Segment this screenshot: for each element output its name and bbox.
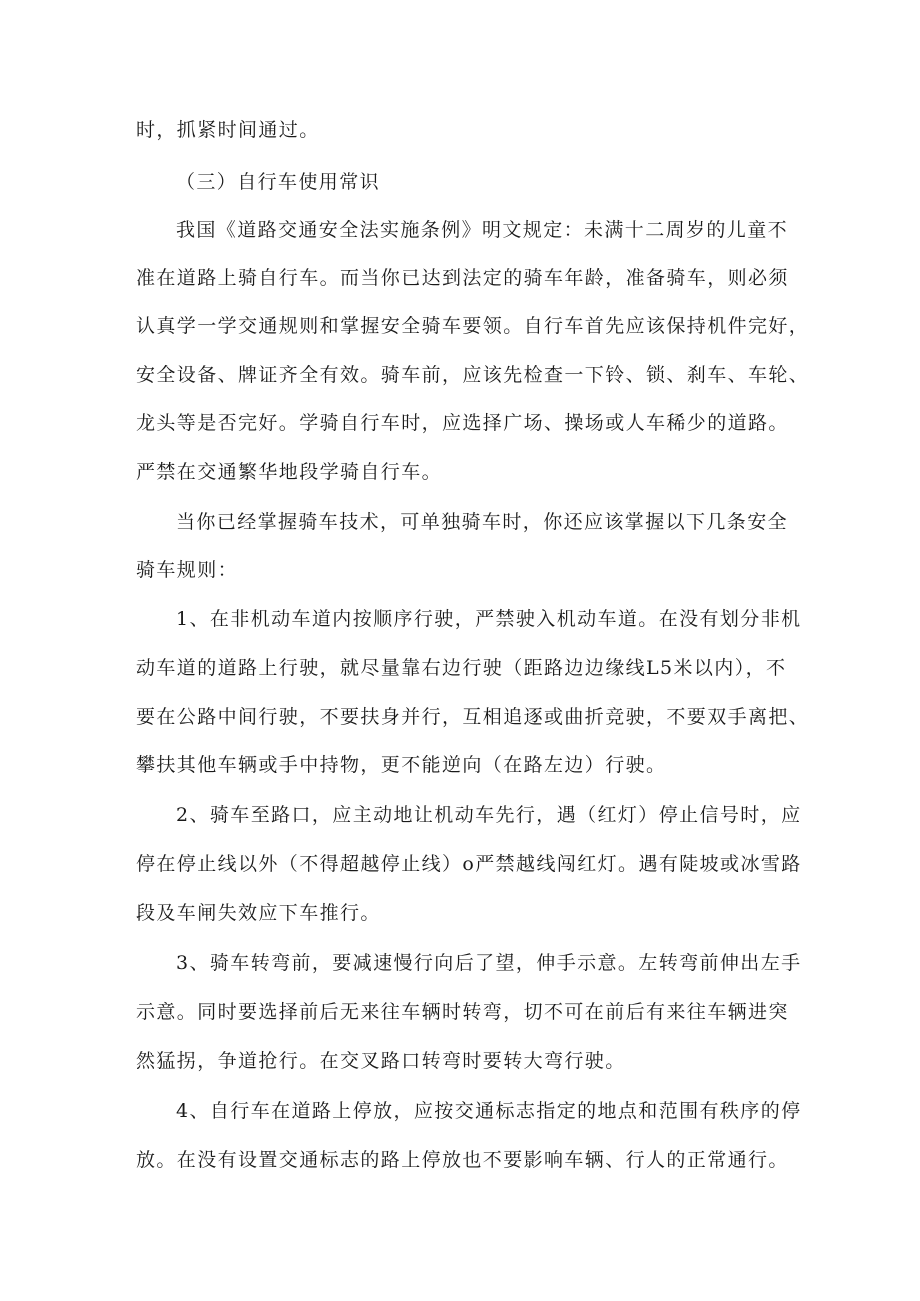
rule-3-line: 然猛拐，争道抢行。在交叉路口转弯时要转大弯行驶。 — [136, 1050, 626, 1072]
rule-3-line: 示意。同时要选择前后无来往车辆时转弯，切不可在前后有来往车辆进突 — [136, 1001, 789, 1023]
paragraph-line: 安全设备、牌证齐全有效。骑车前，应该先检查一下铃、锁、刹车、车轮、 — [136, 364, 810, 386]
rule-1-line: 动车道的道路上行驶，就尽量靠右边行驶（距路边边缘线L5米以内），不 — [136, 657, 787, 679]
section-heading: （三）自行车使用常识 — [176, 171, 381, 193]
paragraph-line: 我国《道路交通安全法实施条例》明文规定：未满十二周岁的儿童不 — [176, 219, 789, 241]
rule-1-line: 攀扶其他车辆或手中持物，更不能逆向（在路左边）行驶。 — [136, 754, 667, 776]
rule-1-line: 1、在非机动车道内按顺序行驶，严禁驶入机动车道。在没有划分非机 — [176, 608, 802, 630]
paragraph-line: 认真学一学交通规则和掌握安全骑车要领。自行车首先应该保持机件完好， — [136, 315, 810, 337]
paragraph-line: 当你已经掌握骑车技术，可单独骑车时，你还应该掌握以下几条安全 — [176, 511, 789, 533]
text-line: 时，抓紧时间通过。 — [136, 119, 320, 141]
paragraph-line: 准在道路上骑自行车。而当你已达到法定的骑车年龄，准备骑车，则必须 — [136, 267, 789, 289]
rule-2-line: 段及车闸失效应下车推行。 — [136, 902, 381, 924]
rule-3-line: 3、骑车转弯前，要减速慢行向后了望，伸手示意。左转弯前伸出左手 — [176, 952, 802, 974]
rule-1-line: 要在公路中间行驶，不要扶身并行，互相追逐或曲折竞驶，不要双手离把、 — [136, 706, 810, 728]
paragraph-line: 骑车规则： — [136, 559, 239, 581]
rule-2-line: 2、骑车至路口，应主动地让机动车先行，遇（红灯）停止信号时，应 — [176, 804, 802, 826]
paragraph-line: 龙头等是否完好。学骑自行车时，应选择广场、操场或人车稀少的道路。 — [136, 412, 789, 434]
paragraph-line: 严禁在交通繁华地段学骑自行车。 — [136, 461, 443, 483]
rule-2-line: 停在停止线以外（不得超越停止线）o严禁越线闯红灯。遇有陡坡或冰雪路 — [136, 853, 802, 875]
rule-4-line: 4、自行车在道路上停放，应按交通标志指定的地点和范围有秩序的停 — [176, 1100, 802, 1122]
rule-4-line: 放。在没有设置交通标志的路上停放也不要影响车辆、行人的正常通行。 — [136, 1149, 789, 1171]
